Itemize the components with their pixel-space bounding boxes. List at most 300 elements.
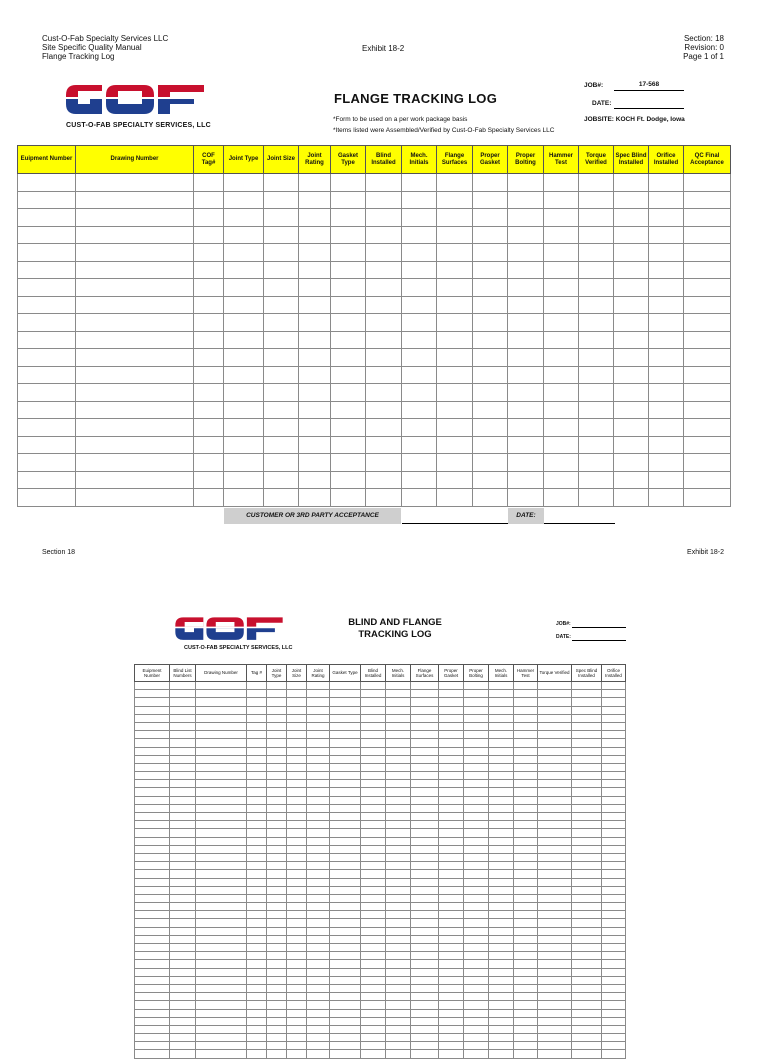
table2-cell[interactable] [287,714,307,722]
table2-cell[interactable] [247,1050,267,1058]
table2-cell[interactable] [538,935,572,943]
table2-cell[interactable] [386,878,411,886]
table-cell[interactable] [614,174,649,192]
table-cell[interactable] [544,261,579,279]
table2-cell[interactable] [361,1050,386,1058]
table2-cell[interactable] [267,862,287,870]
table-cell[interactable] [544,191,579,209]
table2-cell[interactable] [386,1017,411,1025]
table2-cell[interactable] [196,739,247,747]
table-cell[interactable] [649,296,684,314]
table-cell[interactable] [579,296,614,314]
table-cell[interactable] [18,331,76,349]
table2-cell[interactable] [307,829,330,837]
table2-cell[interactable] [287,747,307,755]
table2-cell[interactable] [196,682,247,690]
table2-cell[interactable] [196,747,247,755]
table2-cell[interactable] [386,935,411,943]
table-cell[interactable] [614,471,649,489]
table2-cell[interactable] [439,976,464,984]
table2-cell[interactable] [287,886,307,894]
table2-cell[interactable] [572,837,602,845]
table-cell[interactable] [579,436,614,454]
table2-cell[interactable] [247,780,267,788]
table2-cell[interactable] [307,698,330,706]
table2-cell[interactable] [572,1025,602,1033]
table2-cell[interactable] [330,1034,361,1042]
table2-cell[interactable] [464,821,489,829]
table-cell[interactable] [194,191,224,209]
table-cell[interactable] [614,261,649,279]
table-cell[interactable] [299,174,331,192]
table2-cell[interactable] [411,968,439,976]
table2-cell[interactable] [439,919,464,927]
table-cell[interactable] [473,366,508,384]
table2-cell[interactable] [361,788,386,796]
table2-cell[interactable] [538,944,572,952]
table2-cell[interactable] [247,747,267,755]
table-cell[interactable] [473,401,508,419]
table2-cell[interactable] [247,1017,267,1025]
table2-cell[interactable] [439,1009,464,1017]
table2-cell[interactable] [386,682,411,690]
table2-cell[interactable] [411,722,439,730]
table-cell[interactable] [649,384,684,402]
table2-cell[interactable] [602,682,626,690]
table2-cell[interactable] [411,780,439,788]
table2-cell[interactable] [464,739,489,747]
table-cell[interactable] [508,489,544,507]
table2-cell[interactable] [489,919,514,927]
table2-cell[interactable] [386,952,411,960]
table2-cell[interactable] [602,755,626,763]
table2-cell[interactable] [602,788,626,796]
table2-cell[interactable] [439,837,464,845]
table-cell[interactable] [579,174,614,192]
table-cell[interactable] [224,279,264,297]
table2-cell[interactable] [267,804,287,812]
table2-cell[interactable] [287,894,307,902]
table2-cell[interactable] [267,706,287,714]
table-cell[interactable] [402,454,437,472]
table2-cell[interactable] [247,935,267,943]
table-cell[interactable] [614,279,649,297]
table-cell[interactable] [264,226,299,244]
table-cell[interactable] [224,296,264,314]
table2-cell[interactable] [538,894,572,902]
table-cell[interactable] [264,331,299,349]
table-cell[interactable] [366,209,402,227]
table2-cell[interactable] [464,747,489,755]
table2-cell[interactable] [196,1017,247,1025]
table-cell[interactable] [508,314,544,332]
table2-cell[interactable] [196,919,247,927]
table-cell[interactable] [264,401,299,419]
table-cell[interactable] [194,366,224,384]
table-cell[interactable] [473,296,508,314]
table2-cell[interactable] [330,886,361,894]
table2-cell[interactable] [538,1042,572,1050]
table2-cell[interactable] [411,993,439,1001]
table-cell[interactable] [194,331,224,349]
table2-cell[interactable] [538,788,572,796]
table2-cell[interactable] [386,755,411,763]
table2-cell[interactable] [247,1001,267,1009]
table2-cell[interactable] [287,1025,307,1033]
table2-cell[interactable] [489,984,514,992]
table-cell[interactable] [402,191,437,209]
table2-cell[interactable] [307,984,330,992]
table2-cell[interactable] [361,747,386,755]
table2-cell[interactable] [464,763,489,771]
table-cell[interactable] [684,366,731,384]
table2-cell[interactable] [170,845,196,853]
table2-cell[interactable] [439,1017,464,1025]
table2-cell[interactable] [439,1050,464,1058]
table-cell[interactable] [579,384,614,402]
table2-cell[interactable] [330,845,361,853]
table2-cell[interactable] [489,1009,514,1017]
table-cell[interactable] [473,279,508,297]
table2-cell[interactable] [170,1001,196,1009]
table-cell[interactable] [614,296,649,314]
table-cell[interactable] [299,226,331,244]
table2-cell[interactable] [196,763,247,771]
table-cell[interactable] [18,279,76,297]
table2-cell[interactable] [538,837,572,845]
table2-cell[interactable] [170,853,196,861]
table2-cell[interactable] [439,739,464,747]
table2-cell[interactable] [411,845,439,853]
table2-cell[interactable] [439,829,464,837]
table-cell[interactable] [649,401,684,419]
table2-cell[interactable] [464,952,489,960]
table-cell[interactable] [366,314,402,332]
table-cell[interactable] [684,436,731,454]
table-cell[interactable] [437,191,473,209]
table-cell[interactable] [579,244,614,262]
table2-cell[interactable] [267,845,287,853]
table2-cell[interactable] [267,1001,287,1009]
table2-cell[interactable] [247,731,267,739]
table-cell[interactable] [299,209,331,227]
table2-cell[interactable] [572,690,602,698]
table2-cell[interactable] [170,993,196,1001]
table2-cell[interactable] [247,853,267,861]
table2-cell[interactable] [464,829,489,837]
table2-cell[interactable] [196,878,247,886]
table2-cell[interactable] [602,853,626,861]
table-cell[interactable] [437,174,473,192]
table2-cell[interactable] [307,755,330,763]
table2-cell[interactable] [330,919,361,927]
table-cell[interactable] [224,349,264,367]
table2-cell[interactable] [538,731,572,739]
table2-cell[interactable] [330,968,361,976]
table2-cell[interactable] [307,780,330,788]
table-cell[interactable] [331,261,366,279]
table2-cell[interactable] [411,935,439,943]
table-cell[interactable] [224,209,264,227]
table2-cell[interactable] [170,911,196,919]
table2-cell[interactable] [330,984,361,992]
table-cell[interactable] [224,471,264,489]
table2-cell[interactable] [538,1017,572,1025]
table2-cell[interactable] [464,968,489,976]
table2-cell[interactable] [602,780,626,788]
table2-cell[interactable] [330,976,361,984]
table-cell[interactable] [264,366,299,384]
table-cell[interactable] [264,209,299,227]
table2-cell[interactable] [602,747,626,755]
table-cell[interactable] [331,244,366,262]
table2-cell[interactable] [247,984,267,992]
table2-cell[interactable] [247,821,267,829]
table2-cell[interactable] [330,722,361,730]
table2-cell[interactable] [267,927,287,935]
table2-cell[interactable] [411,862,439,870]
table2-cell[interactable] [514,706,538,714]
table2-cell[interactable] [196,690,247,698]
table2-cell[interactable] [602,960,626,968]
table2-cell[interactable] [135,976,170,984]
table-cell[interactable] [649,489,684,507]
table-cell[interactable] [508,191,544,209]
table2-cell[interactable] [267,960,287,968]
table2-cell[interactable] [514,1050,538,1058]
table2-cell[interactable] [287,796,307,804]
table2-cell[interactable] [464,780,489,788]
table2-cell[interactable] [538,960,572,968]
table2-cell[interactable] [411,976,439,984]
table2-cell[interactable] [135,690,170,698]
table2-cell[interactable] [439,960,464,968]
table2-cell[interactable] [307,886,330,894]
table2-cell[interactable] [330,870,361,878]
table2-cell[interactable] [538,952,572,960]
table2-cell[interactable] [135,804,170,812]
table-cell[interactable] [473,436,508,454]
table-cell[interactable] [402,261,437,279]
table2-cell[interactable] [538,682,572,690]
table-cell[interactable] [649,331,684,349]
table-cell[interactable] [76,366,194,384]
table2-cell[interactable] [135,919,170,927]
table2-cell[interactable] [170,894,196,902]
table2-cell[interactable] [386,853,411,861]
table2-cell[interactable] [287,780,307,788]
table2-cell[interactable] [287,1017,307,1025]
job-value[interactable]: 17-568 [638,81,660,88]
table2-cell[interactable] [386,960,411,968]
table2-cell[interactable] [439,1001,464,1009]
table-cell[interactable] [508,244,544,262]
table2-cell[interactable] [135,894,170,902]
table2-cell[interactable] [267,878,287,886]
table-cell[interactable] [402,209,437,227]
table2-cell[interactable] [602,1025,626,1033]
table2-cell[interactable] [489,1025,514,1033]
table-cell[interactable] [76,454,194,472]
table-cell[interactable] [508,419,544,437]
table-cell[interactable] [649,279,684,297]
table2-cell[interactable] [361,1025,386,1033]
table2-cell[interactable] [330,772,361,780]
table-cell[interactable] [544,454,579,472]
table2-cell[interactable] [489,1050,514,1058]
table-cell[interactable] [18,366,76,384]
table2-cell[interactable] [439,870,464,878]
table2-cell[interactable] [489,731,514,739]
table-cell[interactable] [508,471,544,489]
table2-cell[interactable] [386,698,411,706]
table2-cell[interactable] [572,903,602,911]
table2-cell[interactable] [287,739,307,747]
table2-cell[interactable] [464,796,489,804]
table-cell[interactable] [579,314,614,332]
table-cell[interactable] [684,454,731,472]
table2-cell[interactable] [439,714,464,722]
table-cell[interactable] [437,331,473,349]
table-cell[interactable] [544,279,579,297]
table2-cell[interactable] [361,1009,386,1017]
table-cell[interactable] [299,384,331,402]
table-cell[interactable] [194,436,224,454]
table2-cell[interactable] [361,853,386,861]
table-cell[interactable] [194,261,224,279]
table-cell[interactable] [649,244,684,262]
table2-cell[interactable] [489,796,514,804]
table2-cell[interactable] [287,952,307,960]
table-cell[interactable] [76,436,194,454]
table-cell[interactable] [331,436,366,454]
table2-cell[interactable] [411,870,439,878]
table2-cell[interactable] [439,722,464,730]
table-cell[interactable] [649,471,684,489]
table-cell[interactable] [366,261,402,279]
table2-cell[interactable] [464,837,489,845]
table-cell[interactable] [473,261,508,279]
table2-cell[interactable] [307,845,330,853]
table2-cell[interactable] [330,698,361,706]
table2-cell[interactable] [361,886,386,894]
table2-cell[interactable] [514,755,538,763]
table2-cell[interactable] [439,878,464,886]
table-cell[interactable] [649,314,684,332]
table2-cell[interactable] [464,960,489,968]
table2-cell[interactable] [464,903,489,911]
table-cell[interactable] [579,419,614,437]
table-cell[interactable] [194,489,224,507]
table2-cell[interactable] [489,952,514,960]
table2-cell[interactable] [361,780,386,788]
table2-cell[interactable] [287,1009,307,1017]
table-cell[interactable] [224,489,264,507]
table-cell[interactable] [224,436,264,454]
table2-cell[interactable] [170,829,196,837]
table2-cell[interactable] [386,1025,411,1033]
table2-cell[interactable] [514,862,538,870]
table2-cell[interactable] [411,788,439,796]
table2-cell[interactable] [307,763,330,771]
table2-cell[interactable] [386,903,411,911]
table-cell[interactable] [437,384,473,402]
table2-cell[interactable] [411,772,439,780]
table2-cell[interactable] [135,952,170,960]
table2-cell[interactable] [489,690,514,698]
table-cell[interactable] [544,349,579,367]
table2-cell[interactable] [514,739,538,747]
table2-cell[interactable] [464,894,489,902]
table2-cell[interactable] [439,944,464,952]
table2-cell[interactable] [572,731,602,739]
table-cell[interactable] [331,401,366,419]
table2-cell[interactable] [464,862,489,870]
table2-cell[interactable] [170,714,196,722]
table-cell[interactable] [579,279,614,297]
table2-cell[interactable] [514,804,538,812]
table2-cell[interactable] [514,1034,538,1042]
table2-cell[interactable] [411,1001,439,1009]
table2-cell[interactable] [330,731,361,739]
table2-cell[interactable] [572,911,602,919]
table-cell[interactable] [194,471,224,489]
table2-cell[interactable] [464,878,489,886]
table2-cell[interactable] [489,772,514,780]
table-cell[interactable] [264,296,299,314]
table2-cell[interactable] [602,804,626,812]
table-cell[interactable] [366,366,402,384]
table2-cell[interactable] [361,829,386,837]
table-cell[interactable] [194,454,224,472]
table2-cell[interactable] [330,935,361,943]
table2-cell[interactable] [572,796,602,804]
table-cell[interactable] [437,244,473,262]
table-cell[interactable] [264,244,299,262]
table2-cell[interactable] [572,894,602,902]
table2-cell[interactable] [538,903,572,911]
table2-cell[interactable] [602,706,626,714]
table2-cell[interactable] [170,1050,196,1058]
table2-cell[interactable] [386,821,411,829]
table2-cell[interactable] [196,772,247,780]
table-cell[interactable] [366,436,402,454]
table2-cell[interactable] [386,968,411,976]
table2-cell[interactable] [538,829,572,837]
table2-cell[interactable] [464,886,489,894]
table2-cell[interactable] [411,731,439,739]
table-cell[interactable] [76,349,194,367]
table2-cell[interactable] [267,772,287,780]
table2-cell[interactable] [196,1001,247,1009]
table2-cell[interactable] [330,813,361,821]
table2-cell[interactable] [170,796,196,804]
table2-cell[interactable] [514,698,538,706]
table2-cell[interactable] [135,886,170,894]
table-cell[interactable] [508,349,544,367]
table-cell[interactable] [224,174,264,192]
table-cell[interactable] [299,471,331,489]
table2-cell[interactable] [247,960,267,968]
table-cell[interactable] [366,244,402,262]
table-cell[interactable] [544,471,579,489]
table-cell[interactable] [508,384,544,402]
table-cell[interactable] [437,401,473,419]
table2-cell[interactable] [439,813,464,821]
table2-cell[interactable] [538,821,572,829]
table-cell[interactable] [684,174,731,192]
table2-cell[interactable] [135,813,170,821]
